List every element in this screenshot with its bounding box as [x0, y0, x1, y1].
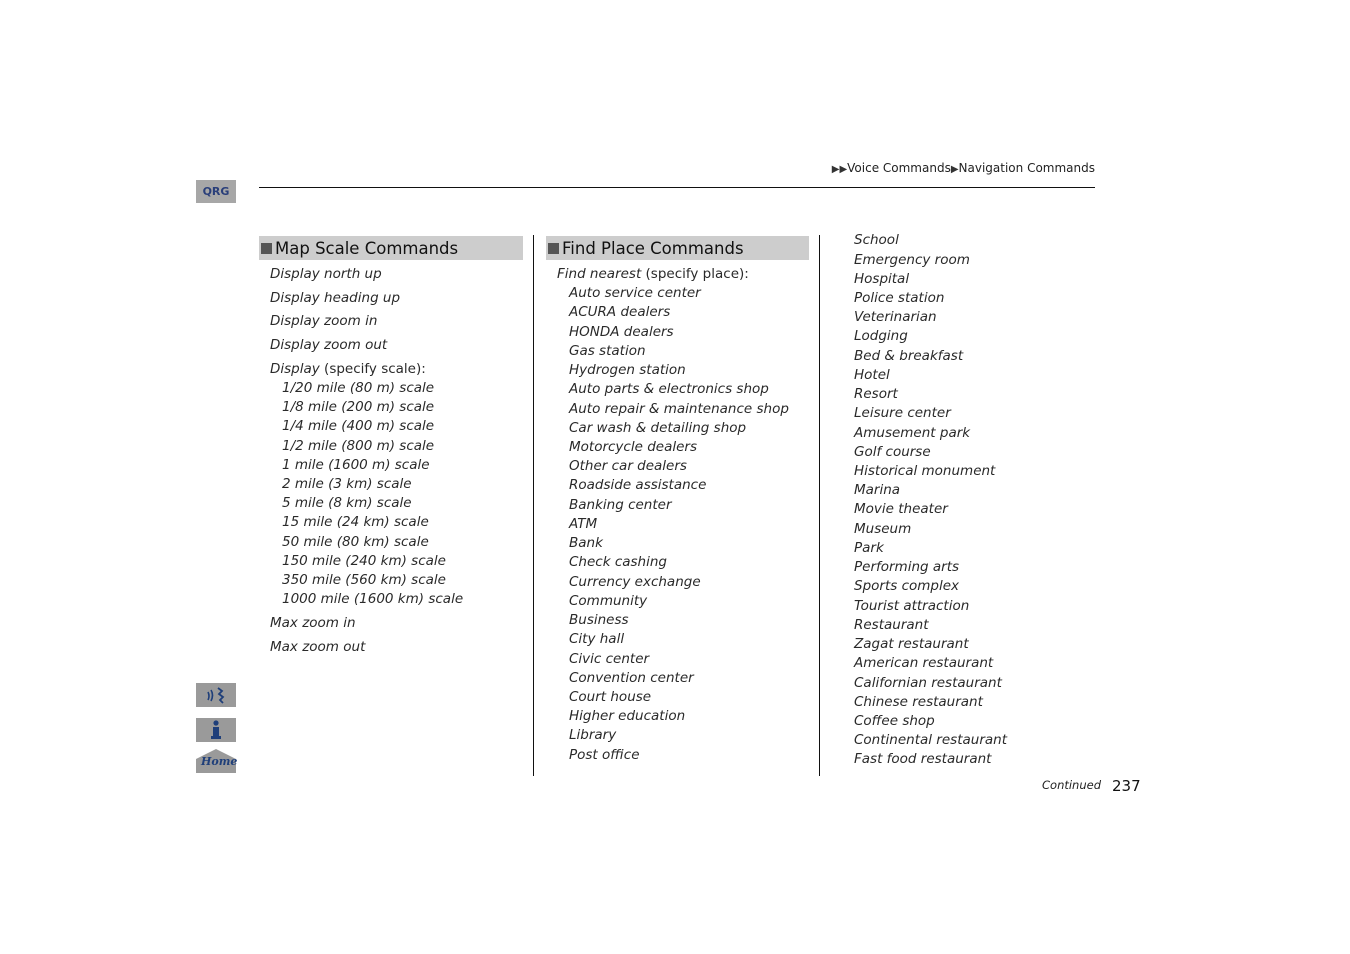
list-item: Roadside assistance	[569, 477, 707, 493]
list-item: 350 mile (560 km) scale	[282, 572, 446, 588]
list-item: Sports complex	[854, 578, 960, 594]
double-arrow-icon: ▶▶	[831, 164, 848, 175]
list-item: Max zoom out	[270, 639, 366, 655]
list-item: Hospital	[854, 271, 910, 287]
square-bullet-icon	[548, 243, 559, 254]
list-item: Performing arts	[854, 559, 960, 575]
list-item: Court house	[569, 689, 652, 705]
list-item: Library	[569, 727, 617, 743]
list-item: Car wash & detailing shop	[569, 420, 747, 436]
info-tab[interactable]	[196, 718, 236, 742]
breadcrumb-voice-commands[interactable]: Voice Commands	[847, 161, 951, 175]
qrg-tab[interactable]: QRG	[196, 180, 236, 203]
breadcrumb	[832, 161, 1095, 175]
list-item: Display heading up	[270, 290, 401, 306]
list-item: 150 mile (240 km) scale	[282, 553, 446, 569]
list-item: Leisure center	[854, 405, 951, 421]
list-item: Fast food restaurant	[854, 751, 992, 767]
column-divider-1	[533, 235, 534, 776]
list-item: Motorcycle dealers	[569, 439, 697, 455]
list-item: Other car dealers	[569, 458, 687, 474]
list-item: Park	[854, 540, 884, 556]
list-item: Display zoom out	[270, 337, 388, 353]
list-item: 1000 mile (1600 km) scale	[282, 591, 464, 607]
list-item: American restaurant	[854, 655, 994, 671]
header-rule	[259, 187, 1095, 188]
list-item: Californian restaurant	[854, 675, 1002, 691]
home-tab[interactable]	[196, 749, 236, 773]
column-divider-2	[819, 235, 820, 776]
list-item: Bank	[569, 535, 603, 551]
list-item: School	[854, 232, 899, 248]
list-item: 50 mile (80 km) scale	[282, 534, 429, 550]
list-item: Currency exchange	[569, 574, 701, 590]
map-scale-heading: Map Scale Commands	[259, 236, 523, 260]
list-item: Check cashing	[569, 554, 667, 570]
list-item: 2 mile (3 km) scale	[282, 476, 412, 492]
voice-icon	[205, 686, 227, 704]
list-item: 15 mile (24 km) scale	[282, 514, 429, 530]
list-item: Historical monument	[854, 463, 996, 479]
list-item: Post office	[569, 747, 640, 763]
list-item: Emergency room	[854, 252, 970, 268]
list-item: Convention center	[569, 670, 694, 686]
list-item: Auto repair & maintenance shop	[569, 401, 789, 417]
list-item: Restaurant	[854, 617, 929, 633]
list-item: Golf course	[854, 444, 931, 460]
list-item: Display (specify scale):	[270, 361, 426, 377]
breadcrumb-navigation-commands[interactable]: Navigation Commands	[958, 161, 1095, 175]
list-item: Zagat restaurant	[854, 636, 969, 652]
arrow-icon: ▶	[950, 164, 959, 175]
list-item: Lodging	[854, 328, 908, 344]
list-item: Gas station	[569, 343, 646, 359]
list-item: ACURA dealers	[569, 304, 671, 320]
list-item: Hotel	[854, 367, 890, 383]
list-item: Movie theater	[854, 501, 948, 517]
find-place-heading: Find Place Commands	[546, 236, 809, 260]
list-item: ATM	[569, 516, 598, 532]
list-item: Business	[569, 612, 629, 628]
home-label: Home	[201, 755, 238, 768]
list-item: Amusement park	[854, 425, 971, 441]
list-item: Museum	[854, 521, 912, 537]
list-item: Find nearest (specify place):	[557, 266, 749, 282]
list-item: Veterinarian	[854, 309, 937, 325]
list-item: 1/20 mile (80 m) scale	[282, 380, 435, 396]
list-item: Marina	[854, 482, 901, 498]
list-item: Civic center	[569, 651, 650, 667]
voice-commands-tab[interactable]	[196, 683, 236, 707]
square-bullet-icon	[261, 243, 272, 254]
list-item: Police station	[854, 290, 945, 306]
list-item: 1 mile (1600 m) scale	[282, 457, 430, 473]
list-item: Continental restaurant	[854, 732, 1007, 748]
continued-label: Continued	[1042, 778, 1102, 792]
list-item: Max zoom in	[270, 615, 356, 631]
page-number: 237	[1112, 777, 1141, 795]
list-item: Tourist attraction	[854, 598, 970, 614]
list-item: Hydrogen station	[569, 362, 686, 378]
list-item: Banking center	[569, 497, 672, 513]
list-item: Display zoom in	[270, 313, 378, 329]
list-item: Auto parts & electronics shop	[569, 381, 769, 397]
list-item: 1/2 mile (800 m) scale	[282, 438, 435, 454]
info-icon	[209, 720, 223, 740]
list-item: Chinese restaurant	[854, 694, 983, 710]
list-item: Coffee shop	[854, 713, 935, 729]
list-item: Auto service center	[569, 285, 701, 301]
list-item: Resort	[854, 386, 898, 402]
list-item: Higher education	[569, 708, 686, 724]
list-item: Community	[569, 593, 648, 609]
list-item: Bed & breakfast	[854, 348, 964, 364]
list-item: HONDA dealers	[569, 324, 674, 340]
list-item: Display north up	[270, 266, 382, 282]
list-item: 1/8 mile (200 m) scale	[282, 399, 435, 415]
list-item: 5 mile (8 km) scale	[282, 495, 412, 511]
list-item: 1/4 mile (400 m) scale	[282, 418, 435, 434]
list-item: City hall	[569, 631, 625, 647]
